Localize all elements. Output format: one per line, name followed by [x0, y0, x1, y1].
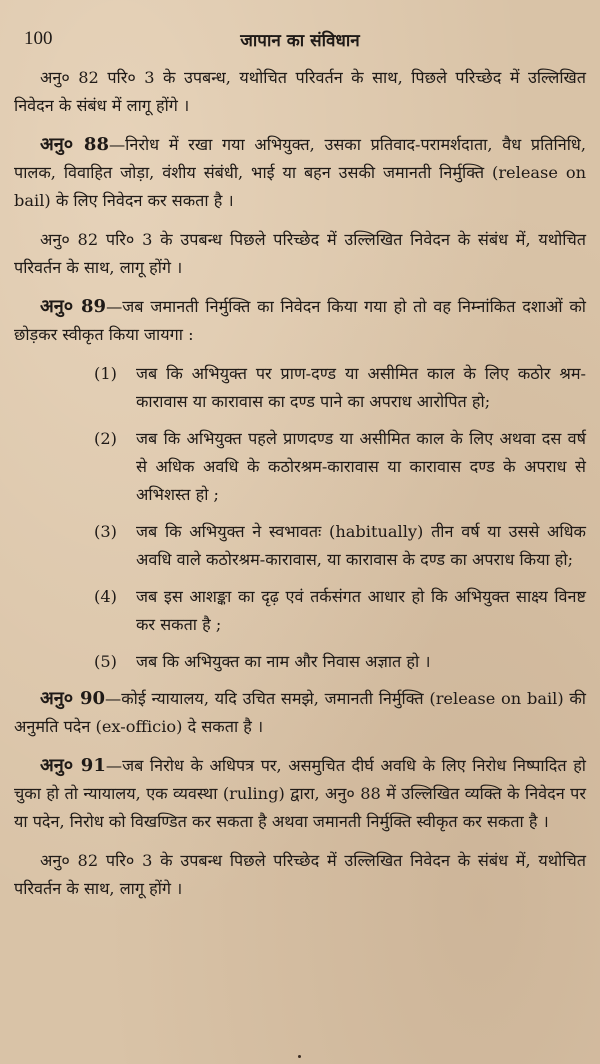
paragraph-article-89: [14, 293, 586, 349]
condition-number: (4): [94, 587, 117, 606]
paragraph-text: —कोई न्यायालय, यदि उचित समझे, जमानती निर्मुक्ति (release on bail) की अनुमति पदेन (ex-officio) दे सकता है ।: [14, 689, 586, 736]
paragraph-text: अनु० 82 परि० 3 के उपबन्ध पिछले परिच्छेद में उल्लिखित निवेदन के संबंध में, यथोचित परिवर्तन के साथ, लागू होंगे ।: [14, 230, 586, 277]
article-label: अनु० 88: [40, 134, 109, 155]
article-label: अनु० 90: [40, 688, 106, 709]
page-header: [14, 24, 586, 56]
article-label: अनु० 91: [40, 755, 106, 776]
condition-text: जब कि अभियुक्त का नाम और निवास अज्ञात हो ।: [136, 652, 431, 671]
paragraph-text: अनु० 82 परि० 3 के उपबन्ध, यथोचित परिवर्तन के साथ, पिछले परिच्छेद में उल्लिखित निवेदन के संबंध में लागू होंगे ।: [14, 68, 586, 115]
paragraph-text: —निरोध में रखा गया अभियुक्त, उसका प्रतिवाद-परामर्शदाता, वैध प्रतिनिधि, पालक, विवाहित जोड़ा, वंशीय संबंधी, भाई या बहन उसकी जमानती निर्मुक्ति (release on bail) के लिए निवेदन कर सकता है ।: [14, 135, 586, 210]
condition-item: [14, 360, 586, 416]
article-label: अनु० 89: [40, 296, 107, 317]
paragraph-text: —जब निरोध के अधिपत्र पर, असमुचित दीर्घ अवधि के लिए निरोध निष्पादित हो चुका हो तो न्यायालय, एक व्यवस्था (ruling) द्वारा, अनु० 88 में उल्लिखित व्यक्ति के निवेदन पर या पदेन, निरोध को विखण्डित कर सकता है अथवा जमानती निर्मुक्ति स्वीकृत कर सकता है ।: [14, 756, 587, 831]
condition-item: [14, 648, 586, 676]
ink-speck: [298, 1055, 301, 1058]
condition-text: जब इस आशङ्का का दृढ़ एवं तर्कसंगत आधार हो कि अभियुक्त साक्ष्य विनष्ट कर सकता है ;: [136, 587, 586, 634]
paragraph-text: अनु० 82 परि० 3 के उपबन्ध पिछले परिच्छेद में उल्लिखित निवेदन के संबंध में, यथोचित परिवर्तन के साथ, लागू होंगे ।: [14, 851, 586, 898]
condition-list: [14, 360, 586, 676]
condition-number: (1): [94, 364, 117, 383]
condition-text: जब कि अभियुक्त पहले प्राणदण्ड या असीमित काल के लिए अथवा दस वर्ष से अधिक अवधि के कठोरश्रम-कारावास या कारावास दण्ड के अपराध से अभिशस्त हो ;: [136, 429, 586, 504]
condition-text: जब कि अभियुक्त पर प्राण-दण्ड या असीमित काल के लिए कठोर श्रम-कारावास या कारावास का दण्ड पाने का अपराध आरोपित हो;: [136, 364, 586, 411]
paragraph-article-82-ref-2: [14, 226, 586, 282]
condition-number: (3): [94, 522, 117, 541]
page-number: 100: [24, 28, 53, 49]
paragraph-article-82-ref-1: [14, 64, 586, 120]
paragraph-article-90: [14, 685, 586, 741]
paragraph-article-88: [14, 131, 586, 215]
paragraph-article-91: [14, 752, 586, 836]
condition-item: [14, 518, 586, 574]
condition-number: (2): [94, 429, 117, 448]
condition-item: [14, 583, 586, 639]
condition-number: (5): [94, 652, 117, 671]
paragraph-text: —जब जमानती निर्मुक्ति का निवेदन किया गया हो तो वह निम्नांकित दशाओं को छोड़कर स्वीकृत किया जायगा :: [14, 297, 587, 344]
condition-item: [14, 425, 586, 509]
paragraph-article-82-ref-3: [14, 847, 586, 903]
running-title: जापान का संविधान: [240, 31, 360, 51]
condition-text: जब कि अभियुक्त ने स्वभावतः (habitually) तीन वर्ष या उससे अधिक अवधि वाले कठोरश्रम-कारावास, या कारावास के दण्ड का अपराध किया हो;: [136, 522, 586, 569]
